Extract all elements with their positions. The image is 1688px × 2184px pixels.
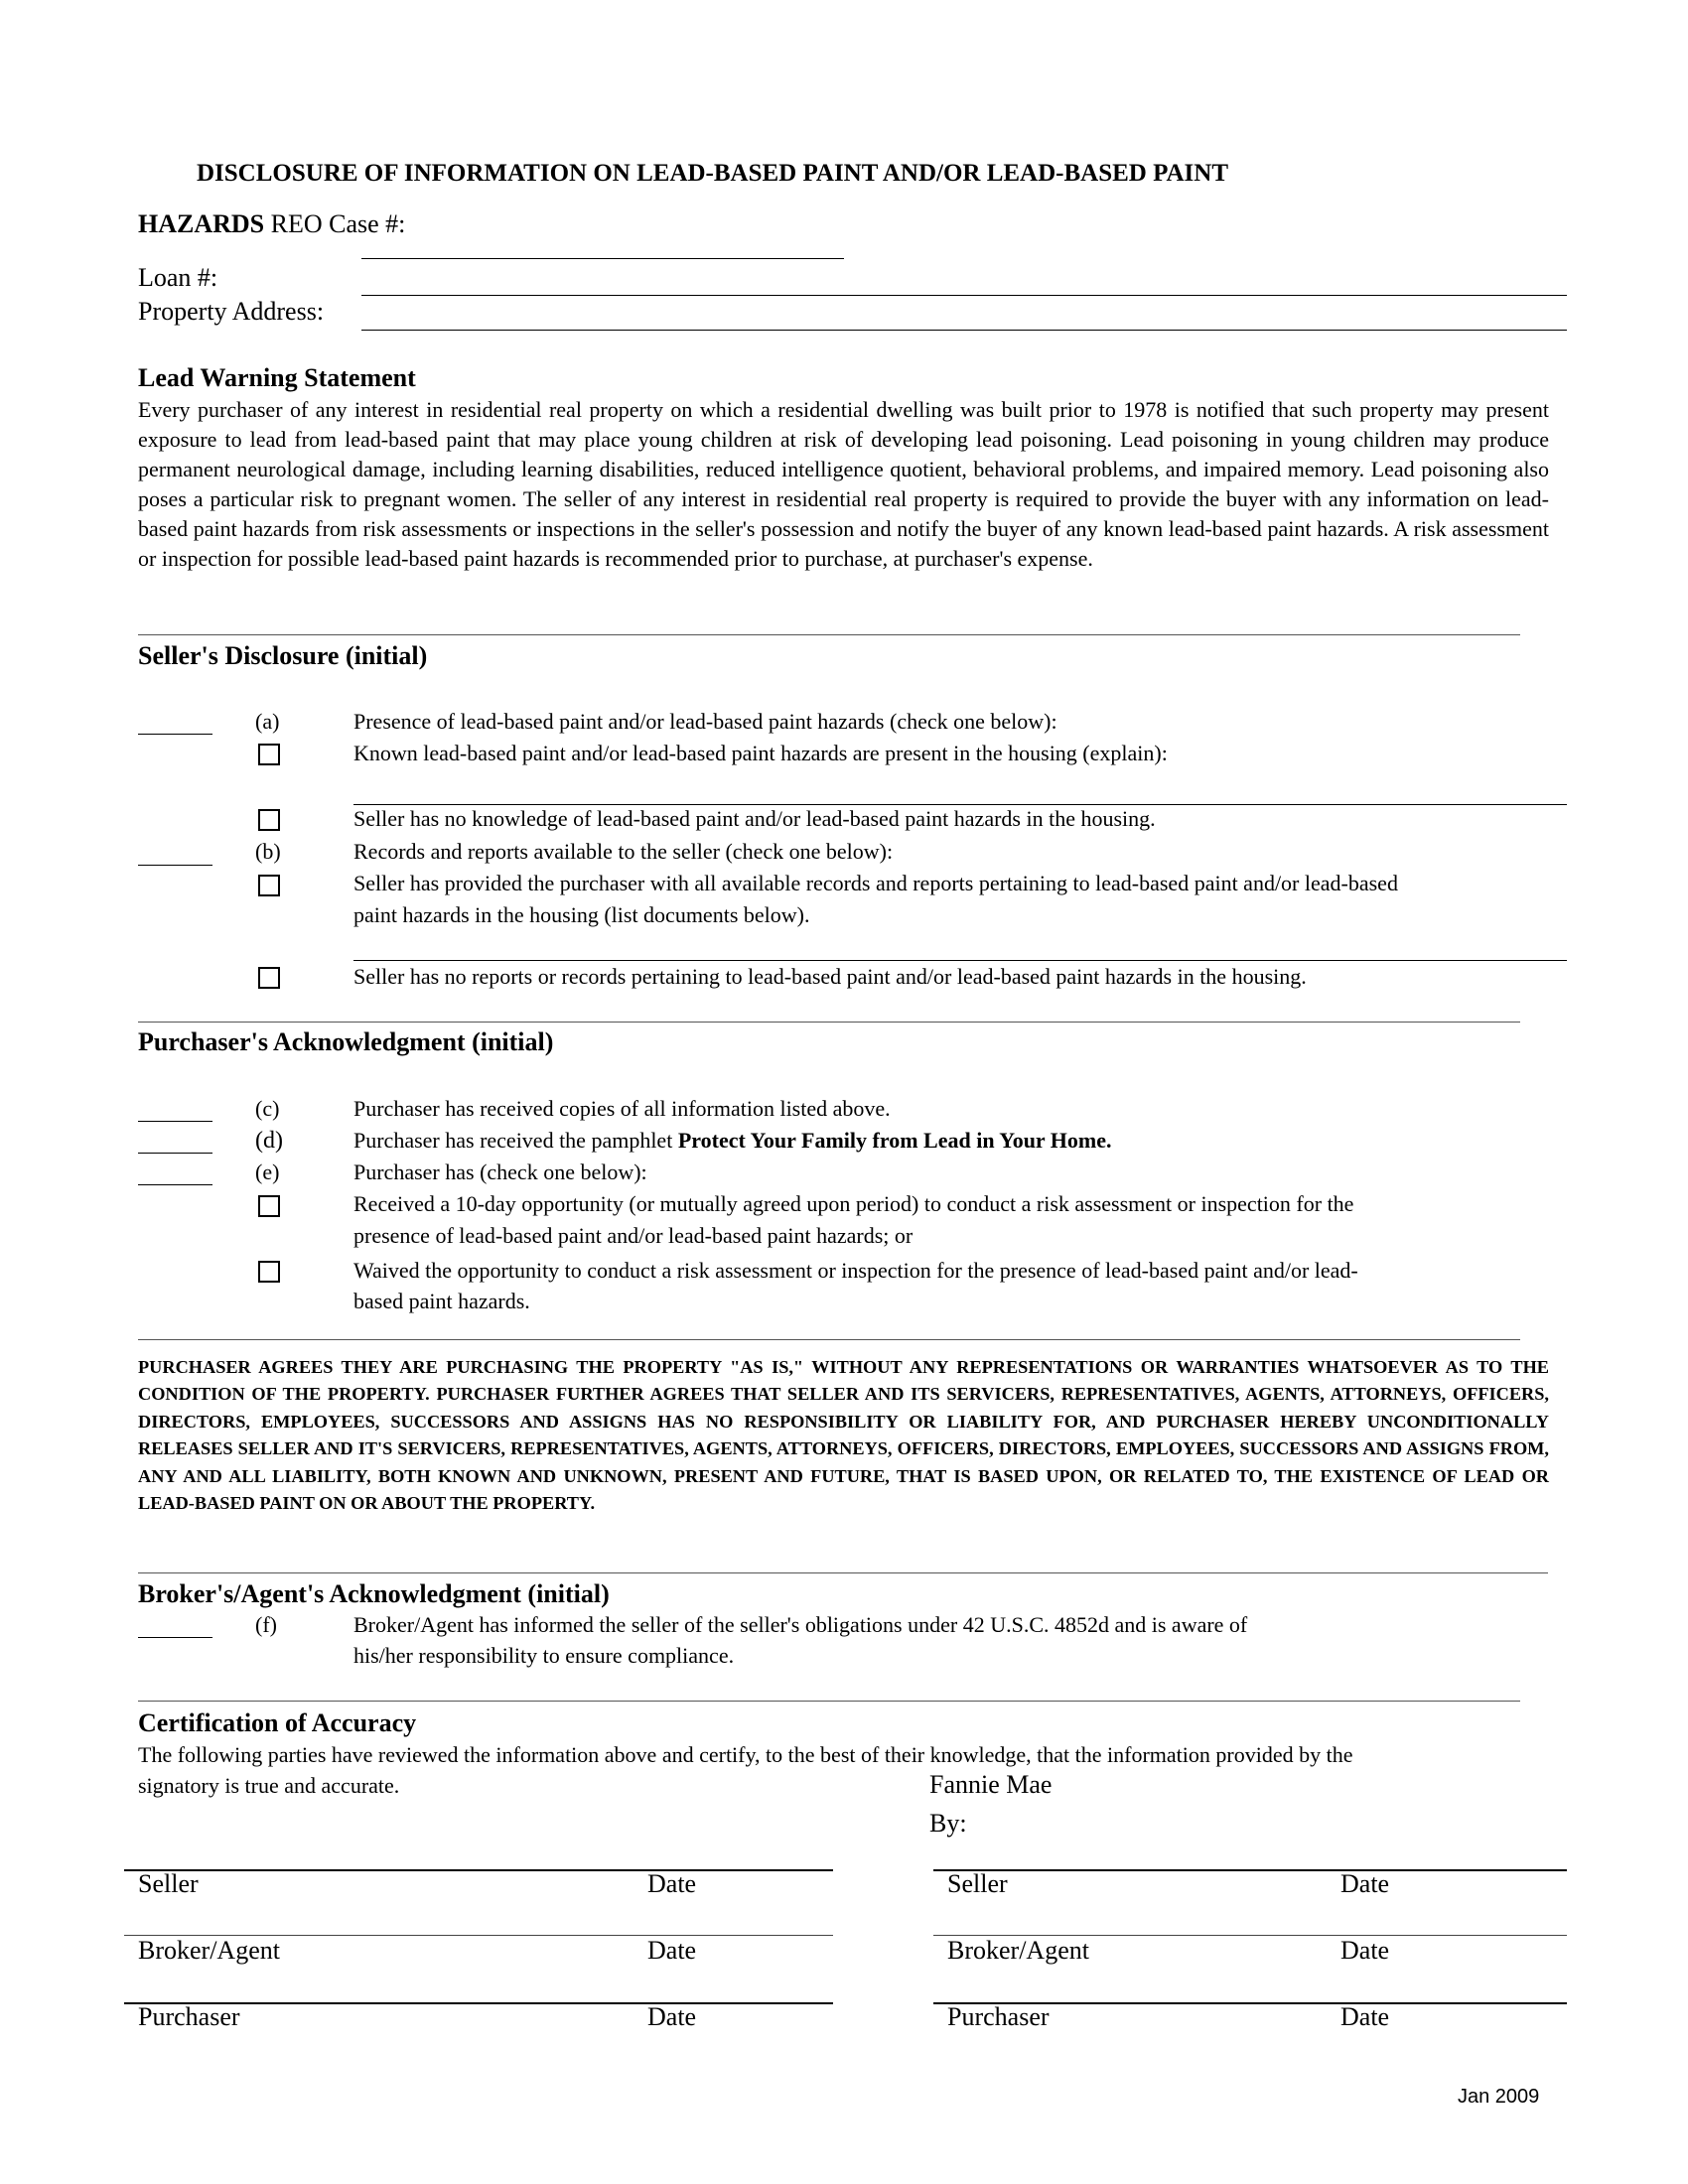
divider — [138, 1339, 1520, 1340]
form-title-continuation — [138, 208, 405, 240]
waived-opportunity-checkbox[interactable] — [258, 1261, 280, 1283]
form-title: DISCLOSURE OF INFORMATION ON LEAD-BASED PAINT AND/OR LEAD-BASED PAINT — [197, 160, 1229, 187]
item-f-line1: Broker/Agent has informed the seller of the seller's obligations under 42 U.S.C. 4852d and is aware of — [353, 1612, 1248, 1637]
no-records-checkbox[interactable] — [258, 967, 280, 989]
seller-signature-line-right[interactable] — [933, 1869, 1567, 1871]
item-f-line2: his/her responsibility to ensure compliance. — [353, 1643, 735, 1668]
purchaser-date-label-right: Date — [1340, 2002, 1390, 2031]
pamphlet-title: Protect Your Family from Lead in Your Home. — [677, 1128, 1112, 1153]
footer-date: Jan 2009 — [1458, 2086, 1540, 2108]
fannie-mae-label: Fannie Mae — [929, 1770, 1053, 1799]
lead-warning-text: Every purchaser of any interest in residential real property on which a residential dwelling was built prior to 1978 is notified that such property may present exposure to lead from lead-based paint that may place young children at risk of developing lead poisoning. Lead poisoning in young children may produce permanent neurological damage, including learning disabilities, reduced intelligence quotient, behavioral problems, and impaired memory. Lead poisoning also poses a particular risk to pregnant women. The seller of any interest in residential real property is required to provide the buyer with any information on lead-based paint hazards from risk assessments or inspections in the seller's possession and notify the buyer of any known lead-based paint hazards. A risk assessment or inspection for possible lead-based paint hazards is recommended prior to purchase, at purchaser's expense. — [138, 397, 1549, 571]
received-opportunity-checkbox[interactable] — [258, 1195, 280, 1217]
item-letter-b: (b) — [255, 839, 281, 864]
certification-text-line1: The following parties have reviewed the information above and certify, to the best of their knowledge, that the information provided by the — [138, 1742, 1353, 1767]
broker-date-label-right: Date — [1340, 1936, 1390, 1965]
no-records-option: Seller has no reports or records pertaining to lead-based paint and/or lead-based paint hazards in the housing. — [353, 964, 1307, 989]
broker-date-label-left: Date — [647, 1936, 697, 1965]
certification-heading: Certification of Accuracy — [138, 1708, 417, 1737]
divider — [138, 1022, 1520, 1023]
broker-label-left: Broker/Agent — [138, 1936, 280, 1965]
seller-initial-b-field[interactable] — [138, 865, 212, 866]
item-d-text — [353, 1126, 1112, 1156]
known-lead-option: Known lead-based paint and/or lead-based paint hazards are present in the housing (explain): — [353, 741, 1168, 765]
certification-text-line2: signatory is true and accurate. — [138, 1773, 400, 1798]
purchaser-label-right: Purchaser — [947, 2002, 1050, 2031]
as-is-disclaimer: PURCHASER AGREES THEY ARE PURCHASING THE PROPERTY "AS IS," WITHOUT ANY REPRESENTATIONS OR WARRANTIES WHATSOEVER AS TO THE CONDITION OF THE PROPERTY. PURCHASER FURTHER AGREES THAT SELLER AND ITS SERVICERS, REPRESENTATIVES, AGENTS, ATTORNEYS, OFFICERS, DIRECTORS, EMPLOYEES, SUCCESSORS AND ASSIGNS HAS NO RESPONSIBILITY OR LIABILITY FOR, AND PURCHASER HEREBY UNCONDITIONALLY RELEASES SELLER AND IT'S SERVICERS, REPRESENTATIVES, AGENTS, ATTORNEYS, OFFICERS, DIRECTORS, EMPLOYEES, SUCCESSORS AND ASSIGNS FROM, ANY AND ALL LIABILITY, BOTH KNOWN AND UNKNOWN, PRESENT AND FUTURE, THAT IS BASED UPON, OR RELATED TO, THE EXISTENCE OF LEAD OR LEAD-BASED PAINT ON OR ABOUT THE PROPERTY. — [138, 1357, 1549, 1514]
seller-signature-line-left[interactable] — [124, 1869, 833, 1871]
reo-case-field[interactable] — [361, 258, 844, 259]
broker-label-right: Broker/Agent — [947, 1936, 1089, 1965]
item-letter-f: (f) — [255, 1612, 277, 1637]
lead-warning-heading: Lead Warning Statement — [138, 363, 416, 392]
no-knowledge-option: Seller has no knowledge of lead-based paint and/or lead-based paint hazards in the housing. — [353, 806, 1156, 831]
records-provided-option-line2: paint hazards in the housing (list documents below). — [353, 902, 810, 927]
reo-case-label: REO Case #: — [270, 209, 406, 238]
hazards-title-word: HAZARDS — [138, 209, 265, 238]
purchaser-date-label-left: Date — [647, 2002, 697, 2031]
by-label: By: — [929, 1809, 967, 1838]
item-c-text: Purchaser has received copies of all information listed above. — [353, 1096, 891, 1121]
item-d-plain: Purchaser has received the pamphlet — [353, 1128, 678, 1153]
item-letter-d: (d) — [255, 1128, 283, 1154]
broker-initial-f-field[interactable] — [138, 1637, 212, 1638]
list-documents-field[interactable] — [353, 960, 1567, 961]
item-e-text: Purchaser has (check one below): — [353, 1160, 647, 1184]
purchaser-label-left: Purchaser — [138, 2002, 240, 2031]
seller-initial-a-field[interactable] — [138, 734, 212, 735]
no-knowledge-checkbox[interactable] — [258, 809, 280, 831]
seller-disclosure-heading: Seller's Disclosure (initial) — [138, 641, 428, 670]
records-provided-option-line1: Seller has provided the purchaser with all available records and reports pertaining to lead-based paint and/or lead-based — [353, 871, 1398, 895]
item-letter-e: (e) — [255, 1160, 280, 1184]
records-provided-checkbox[interactable] — [258, 875, 280, 896]
property-address-field[interactable] — [361, 330, 1567, 331]
purchaser-ack-heading: Purchaser's Acknowledgment (initial) — [138, 1027, 554, 1056]
received-opportunity-line2: presence of lead-based paint and/or lead-based paint hazards; or — [353, 1223, 914, 1248]
divider — [138, 1572, 1548, 1573]
received-opportunity-line1: Received a 10-day opportunity (or mutually agreed upon period) to conduct a risk assessment or inspection for the — [353, 1191, 1354, 1216]
property-address-label: Property Address: — [138, 297, 325, 326]
broker-ack-heading: Broker's/Agent's Acknowledgment (initial) — [138, 1579, 610, 1608]
seller-date-label-left: Date — [647, 1869, 697, 1898]
purchaser-initial-c-field[interactable] — [138, 1121, 212, 1122]
item-letter-a: (a) — [255, 709, 280, 734]
seller-label-right: Seller — [947, 1869, 1008, 1898]
item-letter-c: (c) — [255, 1096, 280, 1121]
divider — [138, 1701, 1520, 1702]
purchaser-initial-d-field[interactable] — [138, 1153, 212, 1154]
divider — [138, 634, 1520, 635]
seller-date-label-right: Date — [1340, 1869, 1390, 1898]
loan-label: Loan #: — [138, 263, 218, 292]
waived-opportunity-line1: Waived the opportunity to conduct a risk assessment or inspection for the presence of lead-based paint and/or lead- — [353, 1258, 1358, 1283]
known-lead-checkbox[interactable] — [258, 744, 280, 765]
waived-opportunity-line2: based paint hazards. — [353, 1289, 530, 1313]
loan-field[interactable] — [361, 295, 1567, 296]
purchaser-initial-e-field[interactable] — [138, 1184, 212, 1185]
item-b-text: Records and reports available to the seller (check one below): — [353, 839, 894, 864]
seller-label-left: Seller — [138, 1869, 199, 1898]
item-a-text: Presence of lead-based paint and/or lead-based paint hazards (check one below): — [353, 709, 1057, 734]
